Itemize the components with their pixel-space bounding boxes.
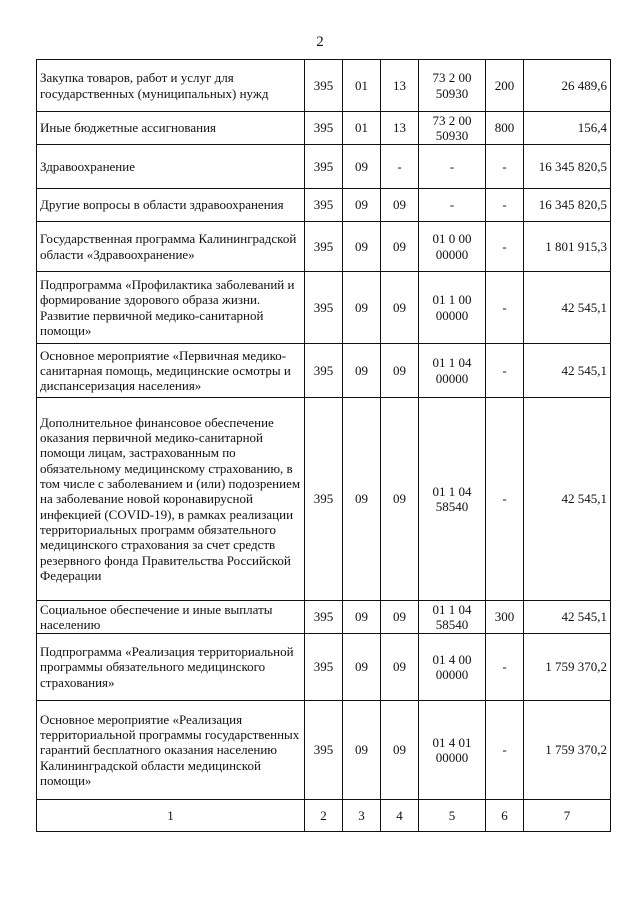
cell-csr: 01 0 00 00000 bbox=[419, 222, 486, 272]
cell-rz: 09 bbox=[343, 344, 381, 398]
cell-pr: 09 bbox=[381, 398, 419, 601]
cell-vr: - bbox=[486, 222, 524, 272]
cell-rz: 09 bbox=[343, 272, 381, 344]
cell-csr: 73 2 00 50930 bbox=[419, 112, 486, 145]
cell-sum: 42 545,1 bbox=[524, 272, 611, 344]
cell-pr: 09 bbox=[381, 634, 419, 701]
cell-name: Подпрограмма «Реализация территориальной программы обязательного медицинского страхования» bbox=[37, 634, 305, 701]
cell-sum: 26 489,6 bbox=[524, 60, 611, 112]
cell-name: Основное мероприятие «Первичная медико-санитарная помощь, медицинские осмотры и диспансеризация населения» bbox=[37, 344, 305, 398]
cell-name: Другие вопросы в области здравоохранения bbox=[37, 189, 305, 222]
cell-pr: 09 bbox=[381, 344, 419, 398]
cell-ved: 395 bbox=[305, 272, 343, 344]
cell-ved: 395 bbox=[305, 634, 343, 701]
cell-csr: 01 4 01 00000 bbox=[419, 701, 486, 800]
cell-vr: - bbox=[486, 189, 524, 222]
cell-vr: - bbox=[486, 272, 524, 344]
cell-csr: 01 1 04 00000 bbox=[419, 344, 486, 398]
cell-sum: 1 759 370,2 bbox=[524, 634, 611, 701]
cell-rz: 09 bbox=[343, 398, 381, 601]
cell-vr: 200 bbox=[486, 60, 524, 112]
cell-name: Подпрограмма «Профилактика заболеваний и формирование здорового образа жизни. Развитие первичной медико-санитарной помощи» bbox=[37, 272, 305, 344]
cell-pr: 13 bbox=[381, 112, 419, 145]
table-row bbox=[37, 60, 611, 112]
cell-vr: - bbox=[486, 398, 524, 601]
page-number: 2 bbox=[316, 34, 324, 50]
cell-sum: 42 545,1 bbox=[524, 398, 611, 601]
cell-csr: 01 1 04 58540 bbox=[419, 398, 486, 601]
cell-vr: 800 bbox=[486, 112, 524, 145]
cell-sum: 16 345 820,5 bbox=[524, 145, 611, 189]
column-number-cell: 6 bbox=[486, 800, 524, 832]
cell-sum: 42 545,1 bbox=[524, 344, 611, 398]
cell-pr: 09 bbox=[381, 222, 419, 272]
cell-sum: 1 759 370,2 bbox=[524, 701, 611, 800]
cell-rz: 09 bbox=[343, 634, 381, 701]
cell-ved: 395 bbox=[305, 222, 343, 272]
table-row bbox=[37, 222, 611, 272]
cell-ved: 395 bbox=[305, 701, 343, 800]
cell-vr: - bbox=[486, 344, 524, 398]
cell-csr: 73 2 00 50930 bbox=[419, 60, 486, 112]
cell-sum: 156,4 bbox=[524, 112, 611, 145]
cell-ved: 395 bbox=[305, 344, 343, 398]
column-number-row bbox=[37, 800, 611, 832]
cell-pr: 09 bbox=[381, 601, 419, 634]
cell-name: Дополнительное финансовое обеспечение оказания первичной медико-санитарной помощи лицам, застрахованным по обязательному медицинскому страхованию, в том числе с заболеванием и (или) подозрением на заболевание новой коронавирусной инфекцией (COVID-19), в рамках реализации территориальных программ обязательного медицинского страхования за счет средств резервного фонда Правительства Российской Федерации bbox=[37, 398, 305, 601]
column-number-cell: 2 bbox=[305, 800, 343, 832]
cell-pr: 09 bbox=[381, 272, 419, 344]
cell-vr: 300 bbox=[486, 601, 524, 634]
cell-ved: 395 bbox=[305, 145, 343, 189]
column-number-cell: 3 bbox=[343, 800, 381, 832]
cell-rz: 09 bbox=[343, 189, 381, 222]
cell-pr: 09 bbox=[381, 701, 419, 800]
table-row bbox=[37, 145, 611, 189]
table-row bbox=[37, 112, 611, 145]
cell-rz: 09 bbox=[343, 222, 381, 272]
cell-pr: - bbox=[381, 145, 419, 189]
table-row bbox=[37, 701, 611, 800]
cell-ved: 395 bbox=[305, 112, 343, 145]
cell-sum: 16 345 820,5 bbox=[524, 189, 611, 222]
budget-table bbox=[36, 59, 611, 832]
cell-vr: - bbox=[486, 701, 524, 800]
column-number-cell: 1 bbox=[37, 800, 305, 832]
cell-vr: - bbox=[486, 145, 524, 189]
column-number-cell: 5 bbox=[419, 800, 486, 832]
cell-csr: 01 1 04 58540 bbox=[419, 601, 486, 634]
column-number-cell: 7 bbox=[524, 800, 611, 832]
cell-rz: 09 bbox=[343, 701, 381, 800]
cell-name: Государственная программа Калининградской области «Здравоохранение» bbox=[37, 222, 305, 272]
table-row bbox=[37, 344, 611, 398]
cell-ved: 395 bbox=[305, 398, 343, 601]
cell-ved: 395 bbox=[305, 189, 343, 222]
table-row bbox=[37, 634, 611, 701]
cell-pr: 09 bbox=[381, 189, 419, 222]
cell-rz: 09 bbox=[343, 601, 381, 634]
cell-sum: 1 801 915,3 bbox=[524, 222, 611, 272]
cell-name: Иные бюджетные ассигнования bbox=[37, 112, 305, 145]
cell-name: Социальное обеспечение и иные выплаты населению bbox=[37, 601, 305, 634]
cell-ved: 395 bbox=[305, 60, 343, 112]
cell-csr: 01 1 00 00000 bbox=[419, 272, 486, 344]
cell-csr: - bbox=[419, 189, 486, 222]
cell-csr: - bbox=[419, 145, 486, 189]
cell-name: Основное мероприятие «Реализация территориальной программы государственных гарантий бесплатного оказания населению Калининградской области медицинской помощи» bbox=[37, 701, 305, 800]
table-row bbox=[37, 189, 611, 222]
cell-csr: 01 4 00 00000 bbox=[419, 634, 486, 701]
cell-pr: 13 bbox=[381, 60, 419, 112]
cell-rz: 01 bbox=[343, 112, 381, 145]
table-row bbox=[37, 398, 611, 601]
cell-ved: 395 bbox=[305, 601, 343, 634]
table-row bbox=[37, 272, 611, 344]
table-row bbox=[37, 601, 611, 634]
cell-name: Здравоохранение bbox=[37, 145, 305, 189]
cell-rz: 09 bbox=[343, 145, 381, 189]
cell-vr: - bbox=[486, 634, 524, 701]
column-number-cell: 4 bbox=[381, 800, 419, 832]
cell-name: Закупка товаров, работ и услуг для государственных (муниципальных) нужд bbox=[37, 60, 305, 112]
cell-rz: 01 bbox=[343, 60, 381, 112]
cell-sum: 42 545,1 bbox=[524, 601, 611, 634]
